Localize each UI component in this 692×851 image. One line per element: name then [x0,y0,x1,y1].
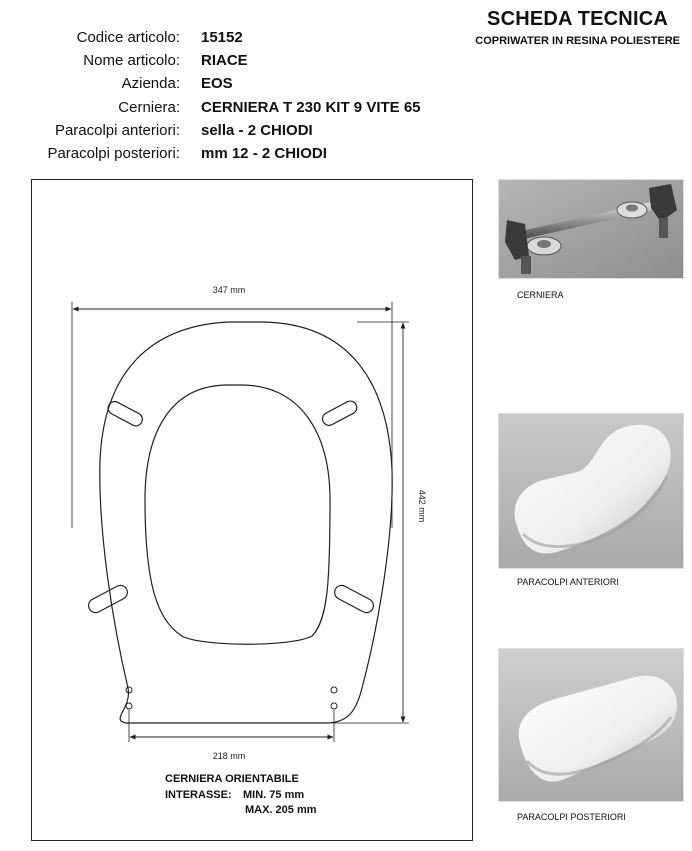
hinge-photo-icon [499,180,684,279]
interaxis-min: MIN. 75 mm [243,789,305,801]
spec-label: Codice articolo: [76,29,180,46]
spec-label: Paracolpi anteriori: [54,121,180,139]
hinge-caption: CERNIERA [517,290,564,300]
rear-bumper-photo-icon [499,649,684,802]
hinge-type-note: CERNIERA ORIENTABILE [165,773,299,785]
width-dimension-label: 347 mm [212,285,246,295]
height-dimension-label: 442 mm [417,489,427,523]
spec-label: Nome articolo: [83,52,180,70]
spec-value: EOS [201,75,233,93]
front-bumper-caption: PARACOLPI ANTERIORI [517,577,619,587]
spec-value: RIACE [201,52,248,70]
rear-bumper-caption: PARACOLPI POSTERIORI [517,812,626,822]
spec-label: Paracolpi posteriori: [47,144,180,162]
spec-value: sella - 2 CHIODI [201,121,313,139]
spec-label: Cerniera: [118,98,180,116]
front-bumper-photo-icon [499,414,684,569]
spec-label: Azienda: [121,75,180,93]
hinge-hole [126,703,132,709]
seat-outer-outline [100,322,392,723]
interaxis-max: MAX. 205 mm [245,804,317,816]
seat-outline-drawing [32,180,474,842]
spec-value: mm 12 - 2 CHIODI [201,144,327,162]
hinge-hole [331,687,337,693]
page-title: SCHEDA TECNICA [487,8,668,30]
interaxis-note-title: INTERASSE: [165,789,232,801]
fixing-slot [332,583,376,615]
rear-bumper-photo [498,648,684,802]
page-subtitle: COPRIWATER IN RESINA POLIESTERE [475,35,680,47]
interaxis-dimension-label: 218 mm [212,751,246,761]
fixing-slot [86,583,130,615]
front-bumper-photo [498,413,684,569]
spec-value: CERNIERA T 230 KIT 9 VITE 65 [201,98,421,116]
spec-value: 15152 [201,29,243,46]
hinge-hole [331,703,337,709]
technical-drawing [31,179,473,841]
seat-inner-opening [145,385,330,644]
hinge-photo [498,179,684,279]
fixing-slot [320,399,359,428]
fixing-slot [106,399,145,428]
